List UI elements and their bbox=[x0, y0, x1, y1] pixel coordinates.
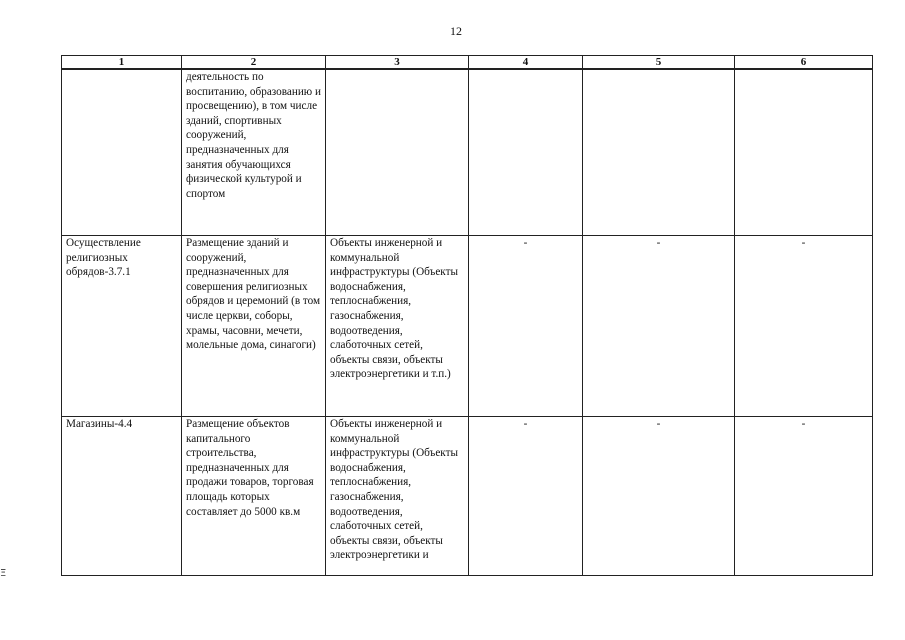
table-cell bbox=[62, 69, 182, 236]
auxiliary-use-description: Объекты инженерной и коммунальной инфраструктуры (Объекты водоснабжения, теплоснабжения, газоснабжения, водоотведения, слаботочных сетей, объекты связи, объекты электроэнергетики и т.п.) bbox=[330, 237, 459, 381]
table-cell: - bbox=[735, 417, 873, 576]
table-cell bbox=[469, 69, 583, 236]
use-type-name: Магазины-4.4 bbox=[66, 418, 133, 430]
page-number: 12 bbox=[450, 24, 462, 38]
table-cell bbox=[62, 236, 182, 417]
column-header-4: 4 bbox=[469, 56, 583, 70]
use-description: деятельность по воспитанию, образованию и просвещению), в том числе зданий, спортивных сооружений, предназначенных для занятия обучающихся физической культурой и спортом bbox=[186, 71, 321, 200]
table-cell: - bbox=[735, 236, 873, 417]
table-cell bbox=[326, 236, 469, 417]
column-header-1: 1 bbox=[62, 56, 182, 70]
table-cell bbox=[326, 417, 469, 576]
margin-mark: Ξ bbox=[0, 568, 7, 579]
table-cell bbox=[182, 69, 326, 236]
table-cell: - bbox=[583, 236, 735, 417]
table-header-row bbox=[62, 56, 873, 70]
table-cell bbox=[182, 417, 326, 576]
use-description: Размещение объектов капитального строительства, предназначенных для продажи товаров, торговая площадь которых составляет до 5000 кв.м bbox=[186, 418, 314, 518]
table-cell: - bbox=[469, 417, 583, 576]
table-cell bbox=[182, 236, 326, 417]
table-row bbox=[62, 236, 873, 417]
table-cell bbox=[62, 417, 182, 576]
table-cell bbox=[583, 69, 735, 236]
permitted-use-table bbox=[61, 55, 873, 576]
use-description: Размещение зданий и сооружений, предназначенных для совершения религиозных обрядов и церемоний (в том числе церкви, соборы, храмы, часовни, мечети, молельные дома, синагоги) bbox=[186, 237, 321, 352]
table-cell bbox=[326, 69, 469, 236]
table-row bbox=[62, 417, 873, 576]
table-cell bbox=[735, 69, 873, 236]
column-header-6: 6 bbox=[735, 56, 873, 70]
auxiliary-use-description: Объекты инженерной и коммунальной инфраструктуры (Объекты водоснабжения, теплоснабжения, газоснабжения, водоотведения, слаботочных сетей, объекты связи, объекты электроэнергетики и bbox=[330, 418, 459, 562]
column-header-5: 5 bbox=[583, 56, 735, 70]
table-cell: - bbox=[583, 417, 735, 576]
column-header-3: 3 bbox=[326, 56, 469, 70]
column-header-2: 2 bbox=[182, 56, 326, 70]
use-type-name: Осуществление религиозных обрядов-3.7.1 bbox=[66, 237, 141, 279]
table-cell: - bbox=[469, 236, 583, 417]
table-row bbox=[62, 69, 873, 236]
